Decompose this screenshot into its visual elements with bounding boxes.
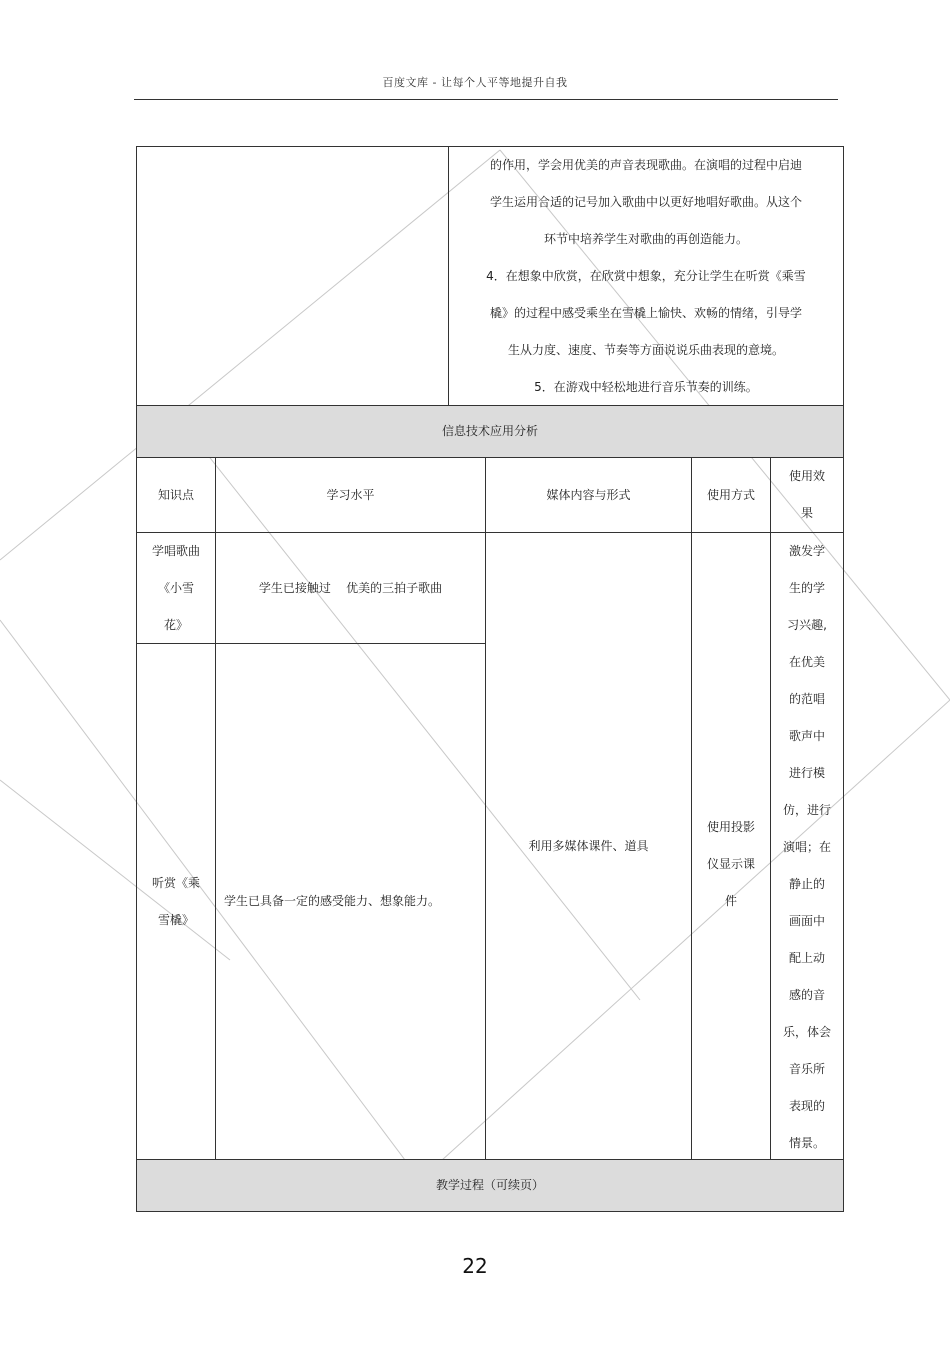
effect-line-6: 歌声中 <box>788 729 825 743</box>
row2-knowledge-line-1: 听赏《乘 <box>151 875 200 890</box>
top-left-cell <box>136 146 449 406</box>
top-right-cell <box>448 146 844 406</box>
effect-line-4: 在优美 <box>788 655 825 669</box>
method-line-2: 仪显示课 <box>706 856 755 871</box>
row2-knowledge <box>136 643 216 1160</box>
effect-line-10: 静止的 <box>788 877 825 891</box>
objective-line-3: 环节中培养学生对歌曲的再创造能力。 <box>543 232 748 246</box>
row1-knowledge-line-2: 《小雪 <box>157 580 194 595</box>
effect-line-13: 感的音 <box>788 988 825 1002</box>
row1-knowledge <box>136 532 216 644</box>
effect-line-5: 的范唱 <box>788 692 825 706</box>
objective-line-6: 生从力度、速度、节奏等方面说说乐曲表现的意境。 <box>507 343 784 357</box>
header-knowledge: 知识点 <box>136 457 216 533</box>
effect-line-3: 习兴趣, <box>787 618 827 632</box>
method-line-1: 使用投影 <box>706 819 755 834</box>
header-effect-line-2: 果 <box>800 506 813 520</box>
header-effect <box>770 457 844 533</box>
effect-line-14: 乐，体会 <box>782 1025 831 1039</box>
page-header: 百度文库 - 让每个人平等地提升自我 <box>382 76 568 89</box>
effect-line-16: 表现的 <box>788 1099 825 1113</box>
objective-line-2: 学生运用合适的记号加入歌曲中以更好地唱好歌曲。从这个 <box>489 195 802 209</box>
header-divider <box>134 99 838 100</box>
objective-line-5: 橇》的过程中感受乘坐在雪橇上愉快、欢畅的情绪，引导学 <box>489 306 802 320</box>
effect-line-11: 画面中 <box>788 914 825 928</box>
effect-line-15: 音乐所 <box>788 1062 825 1076</box>
row2-knowledge-line-2: 雪橇》 <box>157 912 194 927</box>
effect-line-2: 生的学 <box>788 581 825 595</box>
objective-line-1: 的作用，学会用优美的声音表现歌曲。在演唱的过程中启迪 <box>489 158 802 172</box>
objective-line-7: 5．在游戏中轻松地进行音乐节奏的训练。 <box>534 380 758 394</box>
effect-line-1: 激发学 <box>788 544 825 558</box>
header-effect-line-1: 使用效 <box>788 469 825 483</box>
header-media: 媒体内容与形式 <box>485 457 692 533</box>
row1-knowledge-line-3: 花》 <box>163 617 188 632</box>
media-cell: 利用多媒体课件、道具 <box>485 532 692 1160</box>
effect-line-7: 进行模 <box>788 766 825 780</box>
effect-line-8: 仿，进行 <box>782 803 831 817</box>
row2-level: 学生已具备一定的感受能力、想象能力。 <box>215 643 486 1160</box>
row1-knowledge-line-1: 学唱歌曲 <box>151 543 200 558</box>
row1-level: 学生已接触过 优美的三拍子歌曲 <box>215 532 486 644</box>
section-title-it: 信息技术应用分析 <box>136 405 844 458</box>
section-title-process: 教学过程（可续页） <box>136 1159 844 1212</box>
method-line-3: 件 <box>724 893 737 908</box>
objective-line-4: 4．在想象中欣赏，在欣赏中想象，充分让学生在听赏《乘雪 <box>486 269 806 283</box>
method-cell <box>691 532 771 1160</box>
effect-line-12: 配上动 <box>788 951 825 965</box>
page-number: 22 <box>462 1254 488 1278</box>
header-level: 学习水平 <box>215 457 486 533</box>
effect-line-17: 情景。 <box>788 1136 825 1150</box>
header-method: 使用方式 <box>691 457 771 533</box>
effect-cell <box>770 532 844 1160</box>
effect-line-9: 演唱；在 <box>782 840 831 854</box>
